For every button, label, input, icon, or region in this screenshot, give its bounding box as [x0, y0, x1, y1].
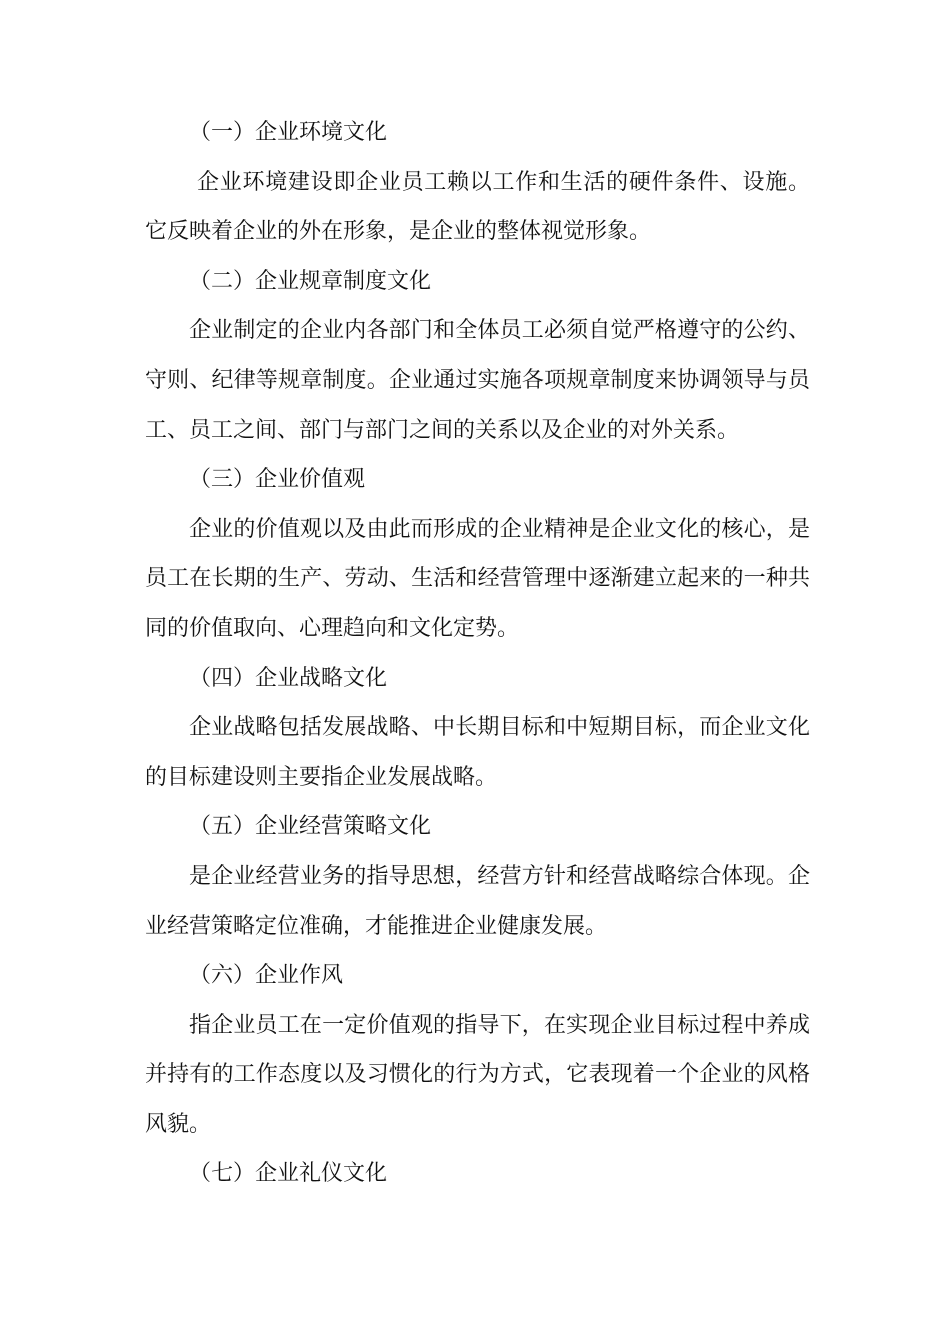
section-heading-6: （六）企业作风 [189, 963, 344, 989]
paragraph-line: 工、员工之间、部门与部门之间的关系以及企业的对外关系。 [145, 417, 740, 443]
paragraph-line: 员工在长期的生产、劳动、生活和经营管理中逐渐建立起来的一种共 [145, 566, 810, 592]
paragraph-line: 企业环境建设即企业员工赖以工作和生活的硬件条件、设施。 [197, 169, 810, 195]
section-heading-4: （四）企业战略文化 [189, 665, 388, 691]
section-heading-2: （二）企业规章制度文化 [189, 268, 432, 294]
paragraph-line: 守则、纪律等规章制度。企业通过实施各项规章制度来协调领导与员 [145, 367, 810, 393]
document-body [145, 108, 810, 1199]
paragraph-line: 业经营策略定位准确，才能推进企业健康发展。 [145, 913, 608, 939]
paragraph-line: 企业战略包括发展战略、中长期目标和中短期目标，而企业文化 [189, 715, 810, 741]
section-heading-1: （一）企业环境文化 [189, 120, 388, 145]
paragraph-line: 指企业员工在一定价值观的指导下，在实现企业目标过程中养成 [189, 1012, 810, 1038]
paragraph-line: 并持有的工作态度以及习惯化的行为方式，它表现着一个企业的风格 [145, 1062, 810, 1088]
section-heading-5: （五）企业经营策略文化 [189, 814, 432, 840]
paragraph-line: 企业制定的企业内各部门和全体员工必须自觉严格遵守的公约、 [189, 318, 810, 344]
paragraph-line: 它反映着企业的外在形象，是企业的整体视觉形象。 [145, 219, 652, 245]
paragraph-line: 是企业经营业务的指导思想，经营方针和经营战略综合体现。企 [189, 863, 810, 889]
section-heading-7: （七）企业礼仪文化 [189, 1161, 388, 1187]
paragraph-line: 风貌。 [145, 1111, 212, 1137]
paragraph-line: 同的价值取向、心理趋向和文化定势。 [145, 615, 520, 641]
section-heading-3: （三）企业价值观 [189, 467, 366, 493]
paragraph-line: 的目标建设则主要指企业发展战略。 [145, 764, 498, 790]
paragraph-line: 企业的价值观以及由此而形成的企业精神是企业文化的核心，是 [189, 516, 810, 542]
